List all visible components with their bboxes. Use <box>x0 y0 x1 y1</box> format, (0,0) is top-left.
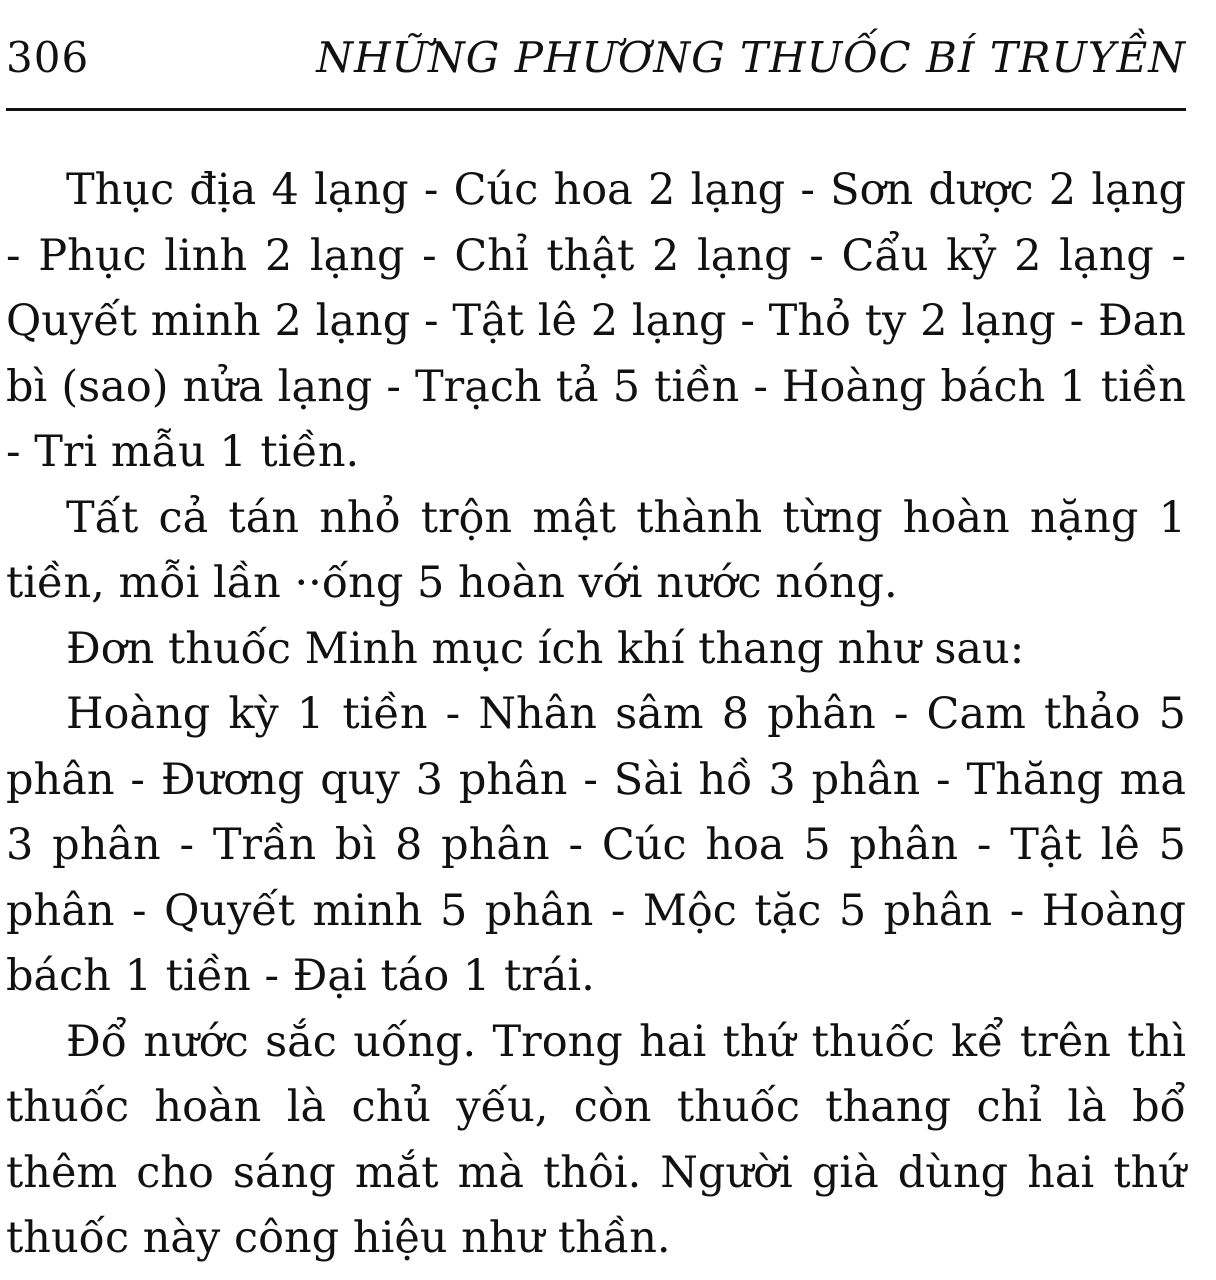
paragraph-usage-notes: Đổ nước sắc uống. Trong hai thứ thuốc kể trên thì thuốc hoàn là chủ yếu, còn thuốc thang chỉ là bổ thêm cho sáng mắt mà thôi. Người già dùng hai thứ thuốc này công hiệu như thần. <box>6 1016 1186 1263</box>
paragraph-ingredients-thang: Hoàng kỳ 1 tiền - Nhân sâm 8 phân - Cam thảo 5 phân - Đương quy 3 phân - Sài hồ 3 phân - Thăng ma 3 phân - Trần bì 8 phân - Cúc hoa 5 phân - Tật lê 5 phân - Quyết minh 5 phân - Mộc tặc 5 phân - Hoàng bách 1 tiền - Đại táo 1 trái. <box>6 689 1186 1001</box>
body-text <box>6 158 1186 1272</box>
page-number: 306 <box>6 33 90 82</box>
header-divider <box>6 108 1186 111</box>
paragraph-preparation-hoan: Tất cả tán nhỏ trộn mật thành từng hoàn nặng 1 tiền, mỗi lần ··ống 5 hoàn với nước nóng. <box>6 492 1186 608</box>
page-header <box>6 28 1186 98</box>
paragraph-recipe-intro: Đơn thuốc Minh mục ích khí thang như sau: <box>66 623 1025 674</box>
running-title: NHỮNG PHƯƠNG THUỐC BÍ TRUYỀN <box>316 33 1186 82</box>
paragraph-ingredients-hoan: Thục địa 4 lạng - Cúc hoa 2 lạng - Sơn dược 2 lạng - Phục linh 2 lạng - Chỉ thật 2 lạng - Cẩu kỷ 2 lạng - Quyết minh 2 lạng - Tật lê 2 lạng - Thỏ ty 2 lạng - Đan bì (sao) nửa lạng - Trạch tả 5 tiền - Hoàng bách 1 tiền - Tri mẫu 1 tiền. <box>6 165 1186 477</box>
